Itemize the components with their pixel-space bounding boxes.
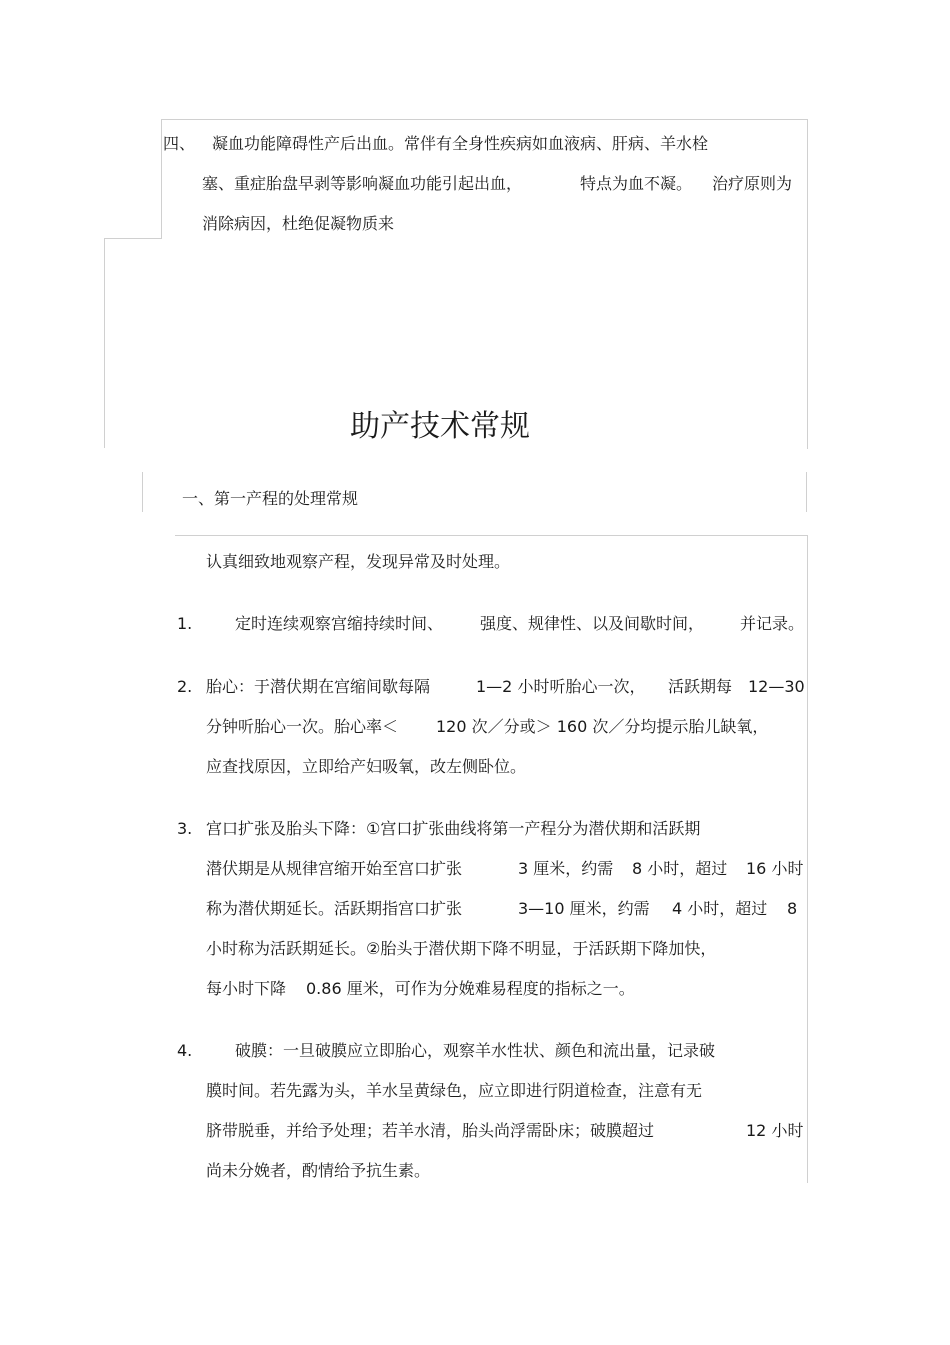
- border-line: [104, 238, 105, 448]
- item-text: 1—2 小时听胎心一次，: [476, 677, 646, 696]
- item-text: 16 小时: [746, 859, 804, 878]
- item-text: 强度、规律性、以及间歇时间，: [480, 614, 705, 633]
- paragraph-line: 消除病因，杜绝促凝物质来: [202, 214, 395, 233]
- item-text: 12 小时: [746, 1121, 804, 1140]
- item-text: 3 厘米，约需: [518, 859, 614, 878]
- item-text: 潜伏期是从规律宫缩开始至宫口扩张: [206, 859, 463, 878]
- item-text: 膜时间。若先露为头，羊水呈黄绿色，应立即进行阴道检查，注意有无: [206, 1081, 703, 1100]
- item-number: 2.: [177, 677, 193, 696]
- item-text: 分钟听胎心一次。胎心率＜: [206, 717, 399, 736]
- item-text: 称为潜伏期延长。活跃期指宫口扩张: [206, 899, 463, 918]
- section-number: 四、: [163, 134, 196, 153]
- border-line: [807, 535, 808, 1183]
- item-number: 4.: [177, 1041, 193, 1060]
- section-heading: 一、第一产程的处理常规: [182, 489, 359, 508]
- item-text: 每小时下降: [206, 979, 287, 998]
- item-text: 4 小时，超过: [672, 899, 768, 918]
- border-line: [142, 472, 143, 512]
- item-text: 120 次／分或＞ 160 次／分均提示胎儿缺氧，: [436, 717, 769, 736]
- item-text: 并记录。: [740, 614, 805, 633]
- paragraph-line: 特点为血不凝。: [580, 174, 693, 193]
- border-line: [161, 119, 162, 239]
- item-text: 0.86 厘米，可作为分娩难易程度的指标之一。: [306, 979, 635, 998]
- item-text: 宫口扩张及胎头下降：①宫口扩张曲线将第一产程分为潜伏期和活跃期: [206, 819, 701, 838]
- border-line: [161, 119, 808, 120]
- item-text: 脐带脱垂，并给予处理；若羊水清，胎头尚浮需卧床；破膜超过: [206, 1121, 655, 1140]
- border-line: [175, 535, 808, 536]
- item-text: 8: [787, 899, 798, 918]
- item-number: 1.: [177, 614, 193, 633]
- item-text: 定时连续观察宫缩持续时间、: [235, 614, 444, 633]
- item-number: 3.: [177, 819, 193, 838]
- border-line: [807, 119, 808, 449]
- item-text: 破膜：一旦破膜应立即胎心，观察羊水性状、颜色和流出量，记录破: [235, 1041, 716, 1060]
- item-text: 小时称为活跃期延长。②胎头于潜伏期下降不明显，于活跃期下降加快，: [206, 939, 717, 958]
- item-text: 活跃期每: [668, 677, 733, 696]
- item-text: 12—30: [748, 677, 805, 696]
- border-line: [104, 238, 162, 239]
- item-text: 8 小时，超过: [632, 859, 728, 878]
- page-title: 助产技术常规: [350, 409, 530, 444]
- item-text: 尚未分娩者，酌情给予抗生素。: [206, 1161, 431, 1180]
- paragraph-line: 塞、重症胎盘早剥等影响凝血功能引起出血，: [202, 174, 523, 193]
- item-text: 应查找原因，立即给产妇吸氧，改左侧卧位。: [206, 757, 527, 776]
- paragraph-line: 治疗原则为: [712, 174, 793, 193]
- intro-text: 认真细致地观察产程，发现异常及时处理。: [206, 552, 511, 571]
- paragraph-line: 凝血功能障碍性产后出血。常伴有全身性疾病如血液病、肝病、羊水栓: [212, 134, 709, 153]
- item-text: 胎心：于潜伏期在宫缩间歇每隔: [206, 677, 431, 696]
- border-line: [806, 472, 807, 512]
- item-text: 3—10 厘米，约需: [518, 899, 650, 918]
